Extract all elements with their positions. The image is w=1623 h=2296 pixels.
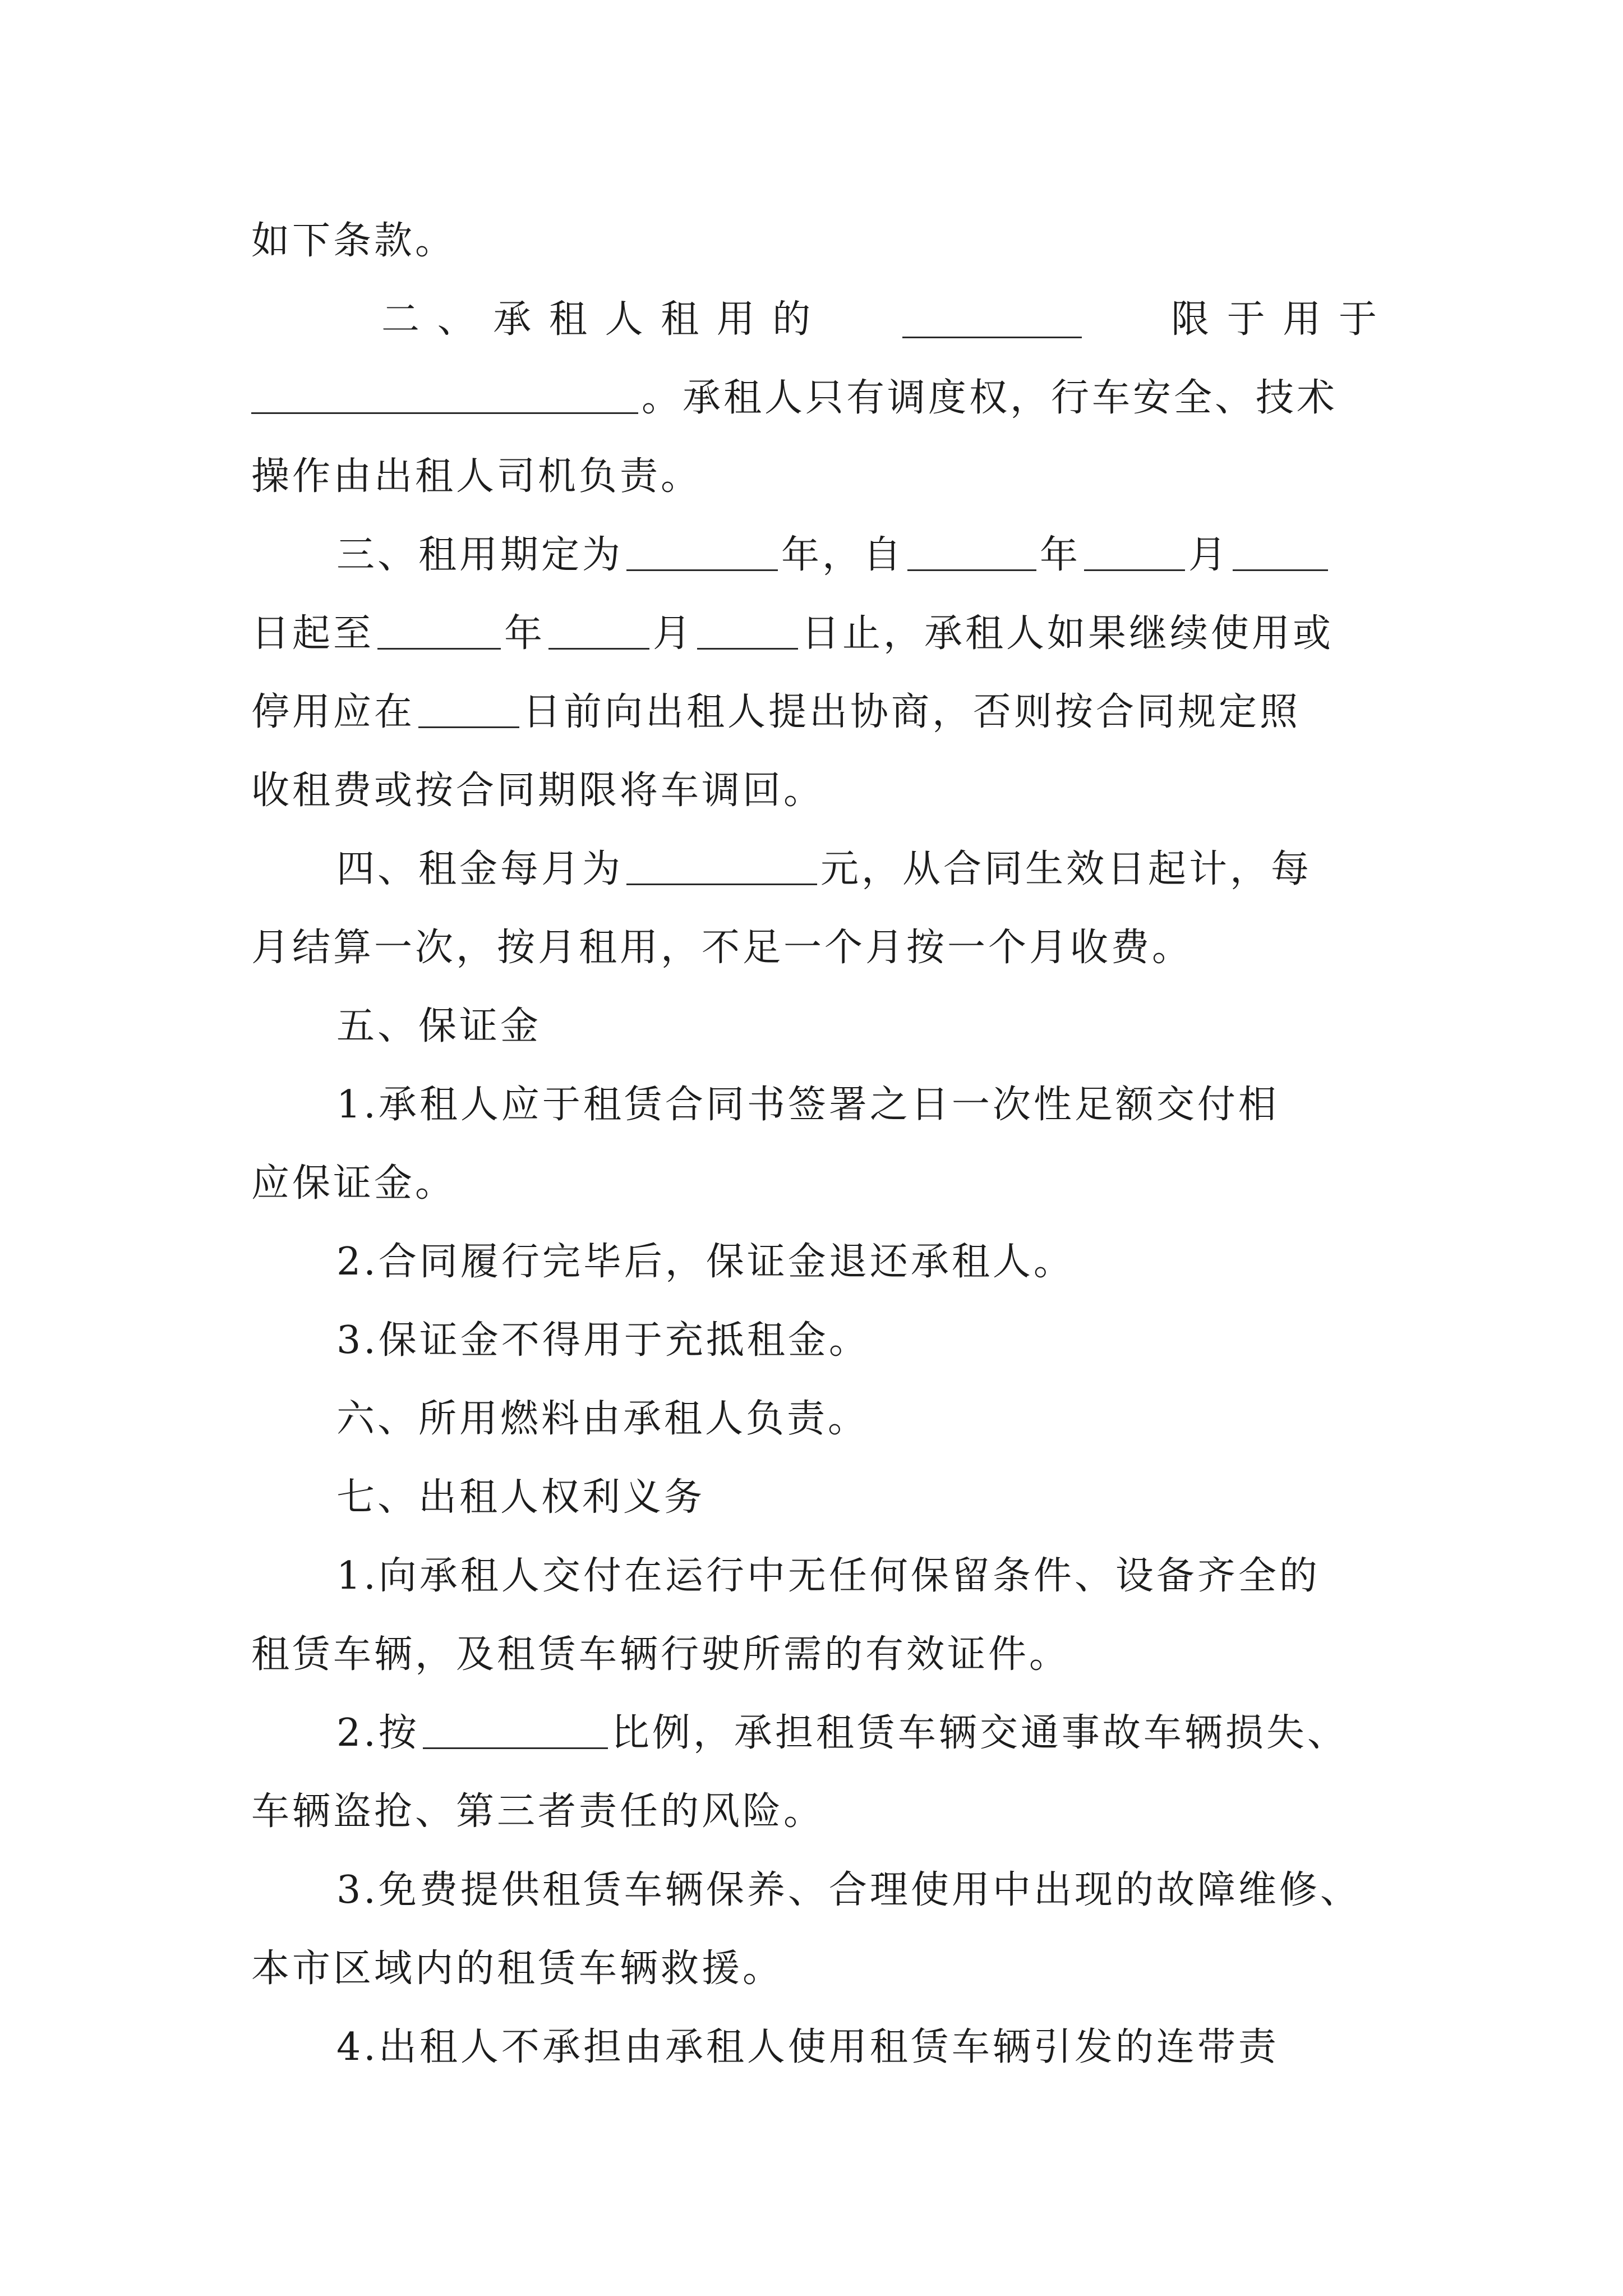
section-heading (336, 996, 541, 1057)
line-text: 月 (1188, 533, 1230, 577)
text-line (336, 524, 1331, 586)
fill-in-blank[interactable] (907, 535, 1036, 571)
line-text: 比例，承担租赁车辆交通事故车辆损失、 (611, 1711, 1348, 1755)
fill-in-blank[interactable] (1233, 535, 1328, 571)
line-text: 四、租金每月为 (336, 847, 624, 891)
line-text: 六、所用燃料由承租人负责。 (336, 1397, 869, 1441)
line-text: 年 (1040, 533, 1081, 577)
fill-in-blank[interactable] (418, 692, 519, 728)
text-line (251, 760, 824, 822)
fill-in-blank[interactable] (548, 613, 649, 650)
line-text: 日前向出租人提出协商，否则按合同规定照 (523, 690, 1301, 734)
line-text: 操作由出租人司机负责。 (251, 454, 702, 499)
text-line (251, 917, 1193, 979)
fill-in-blank[interactable] (626, 849, 817, 885)
line-text: 应保证金。 (251, 1161, 457, 1205)
text-line (336, 1231, 1075, 1293)
line-text: 2.合同履行完毕后，保证金退还承租人。 (336, 1240, 1075, 1284)
line-text: 五、保证金 (336, 1004, 542, 1048)
line-text: 1.向承租人交付在运行中无任何保留条件、设备齐全的 (336, 1554, 1320, 1598)
fill-in-blank[interactable] (377, 613, 501, 650)
text-line (336, 1703, 1348, 1764)
line-text: 租赁车辆，及租赁车辆行驶所需的有效证件。 (251, 1632, 1071, 1677)
text-line (251, 367, 1338, 429)
line-text: 本市区域内的租赁车辆救援。 (251, 1947, 784, 1991)
text-line (251, 446, 702, 508)
line-text: 二 、 承 租 人 租 用 的 (381, 297, 814, 342)
text-line (336, 839, 1312, 900)
text-line (251, 1153, 456, 1214)
fill-in-blank[interactable] (697, 613, 798, 650)
text-line (251, 210, 456, 272)
text-line (336, 1388, 869, 1450)
text-line (336, 2017, 1279, 2078)
text-line (336, 1310, 870, 1372)
line-text: 三、租用期定为 (336, 533, 624, 577)
line-text: 2.按 (336, 1711, 419, 1755)
line-text: 限 于 用 于 (1171, 297, 1380, 342)
line-text: 车辆盗抢、第三者责任的风险。 (251, 1789, 825, 1834)
line-text: 停用应在 (251, 690, 416, 734)
text-line (381, 289, 1380, 351)
text-line (251, 682, 1301, 743)
text-line (251, 1624, 1070, 1686)
line-text: 3.免费提供租赁车辆保养、合理使用中出现的故障维修、 (336, 1868, 1361, 1912)
line-text: 月 (653, 611, 694, 656)
fill-in-blank[interactable] (423, 1713, 608, 1749)
line-text: 元，从合同生效日起计，每 (820, 847, 1312, 891)
text-line (251, 1938, 783, 2000)
fill-in-blank[interactable] (626, 535, 778, 571)
line-text: 七、出租人权利义务 (336, 1475, 706, 1520)
line-text: 3.保证金不得用于充抵租金。 (336, 1318, 870, 1363)
line-text: 年 (504, 611, 546, 656)
line-text: 1.承租人应于租赁合同书签署之日一次性足额交付相 (336, 1083, 1279, 1127)
line-text: 年，自 (781, 533, 905, 577)
fill-in-blank[interactable] (251, 378, 638, 414)
fill-in-blank[interactable] (1084, 535, 1185, 571)
fill-in-blank[interactable] (902, 302, 1082, 338)
line-text: 。承租人只有调度权，行车安全、技术 (642, 376, 1338, 420)
section-heading (336, 1467, 705, 1529)
line-text: 收租费或按合同期限将车调回。 (251, 769, 825, 813)
text-line (251, 1781, 824, 1843)
line-text: 月结算一次，按月租用，不足一个月按一个月收费。 (251, 926, 1193, 970)
text-line (336, 1860, 1361, 1921)
text-line (251, 603, 1334, 665)
text-line (336, 1074, 1279, 1136)
line-text: 4.出租人不承担由承租人使用租赁车辆引发的连带责 (336, 2025, 1279, 2069)
text-line (336, 1545, 1320, 1607)
line-text: 如下条款。 (251, 219, 457, 263)
line-text: 日起至 (251, 611, 375, 656)
line-text: 日止，承租人如果继续使用或 (801, 611, 1334, 656)
